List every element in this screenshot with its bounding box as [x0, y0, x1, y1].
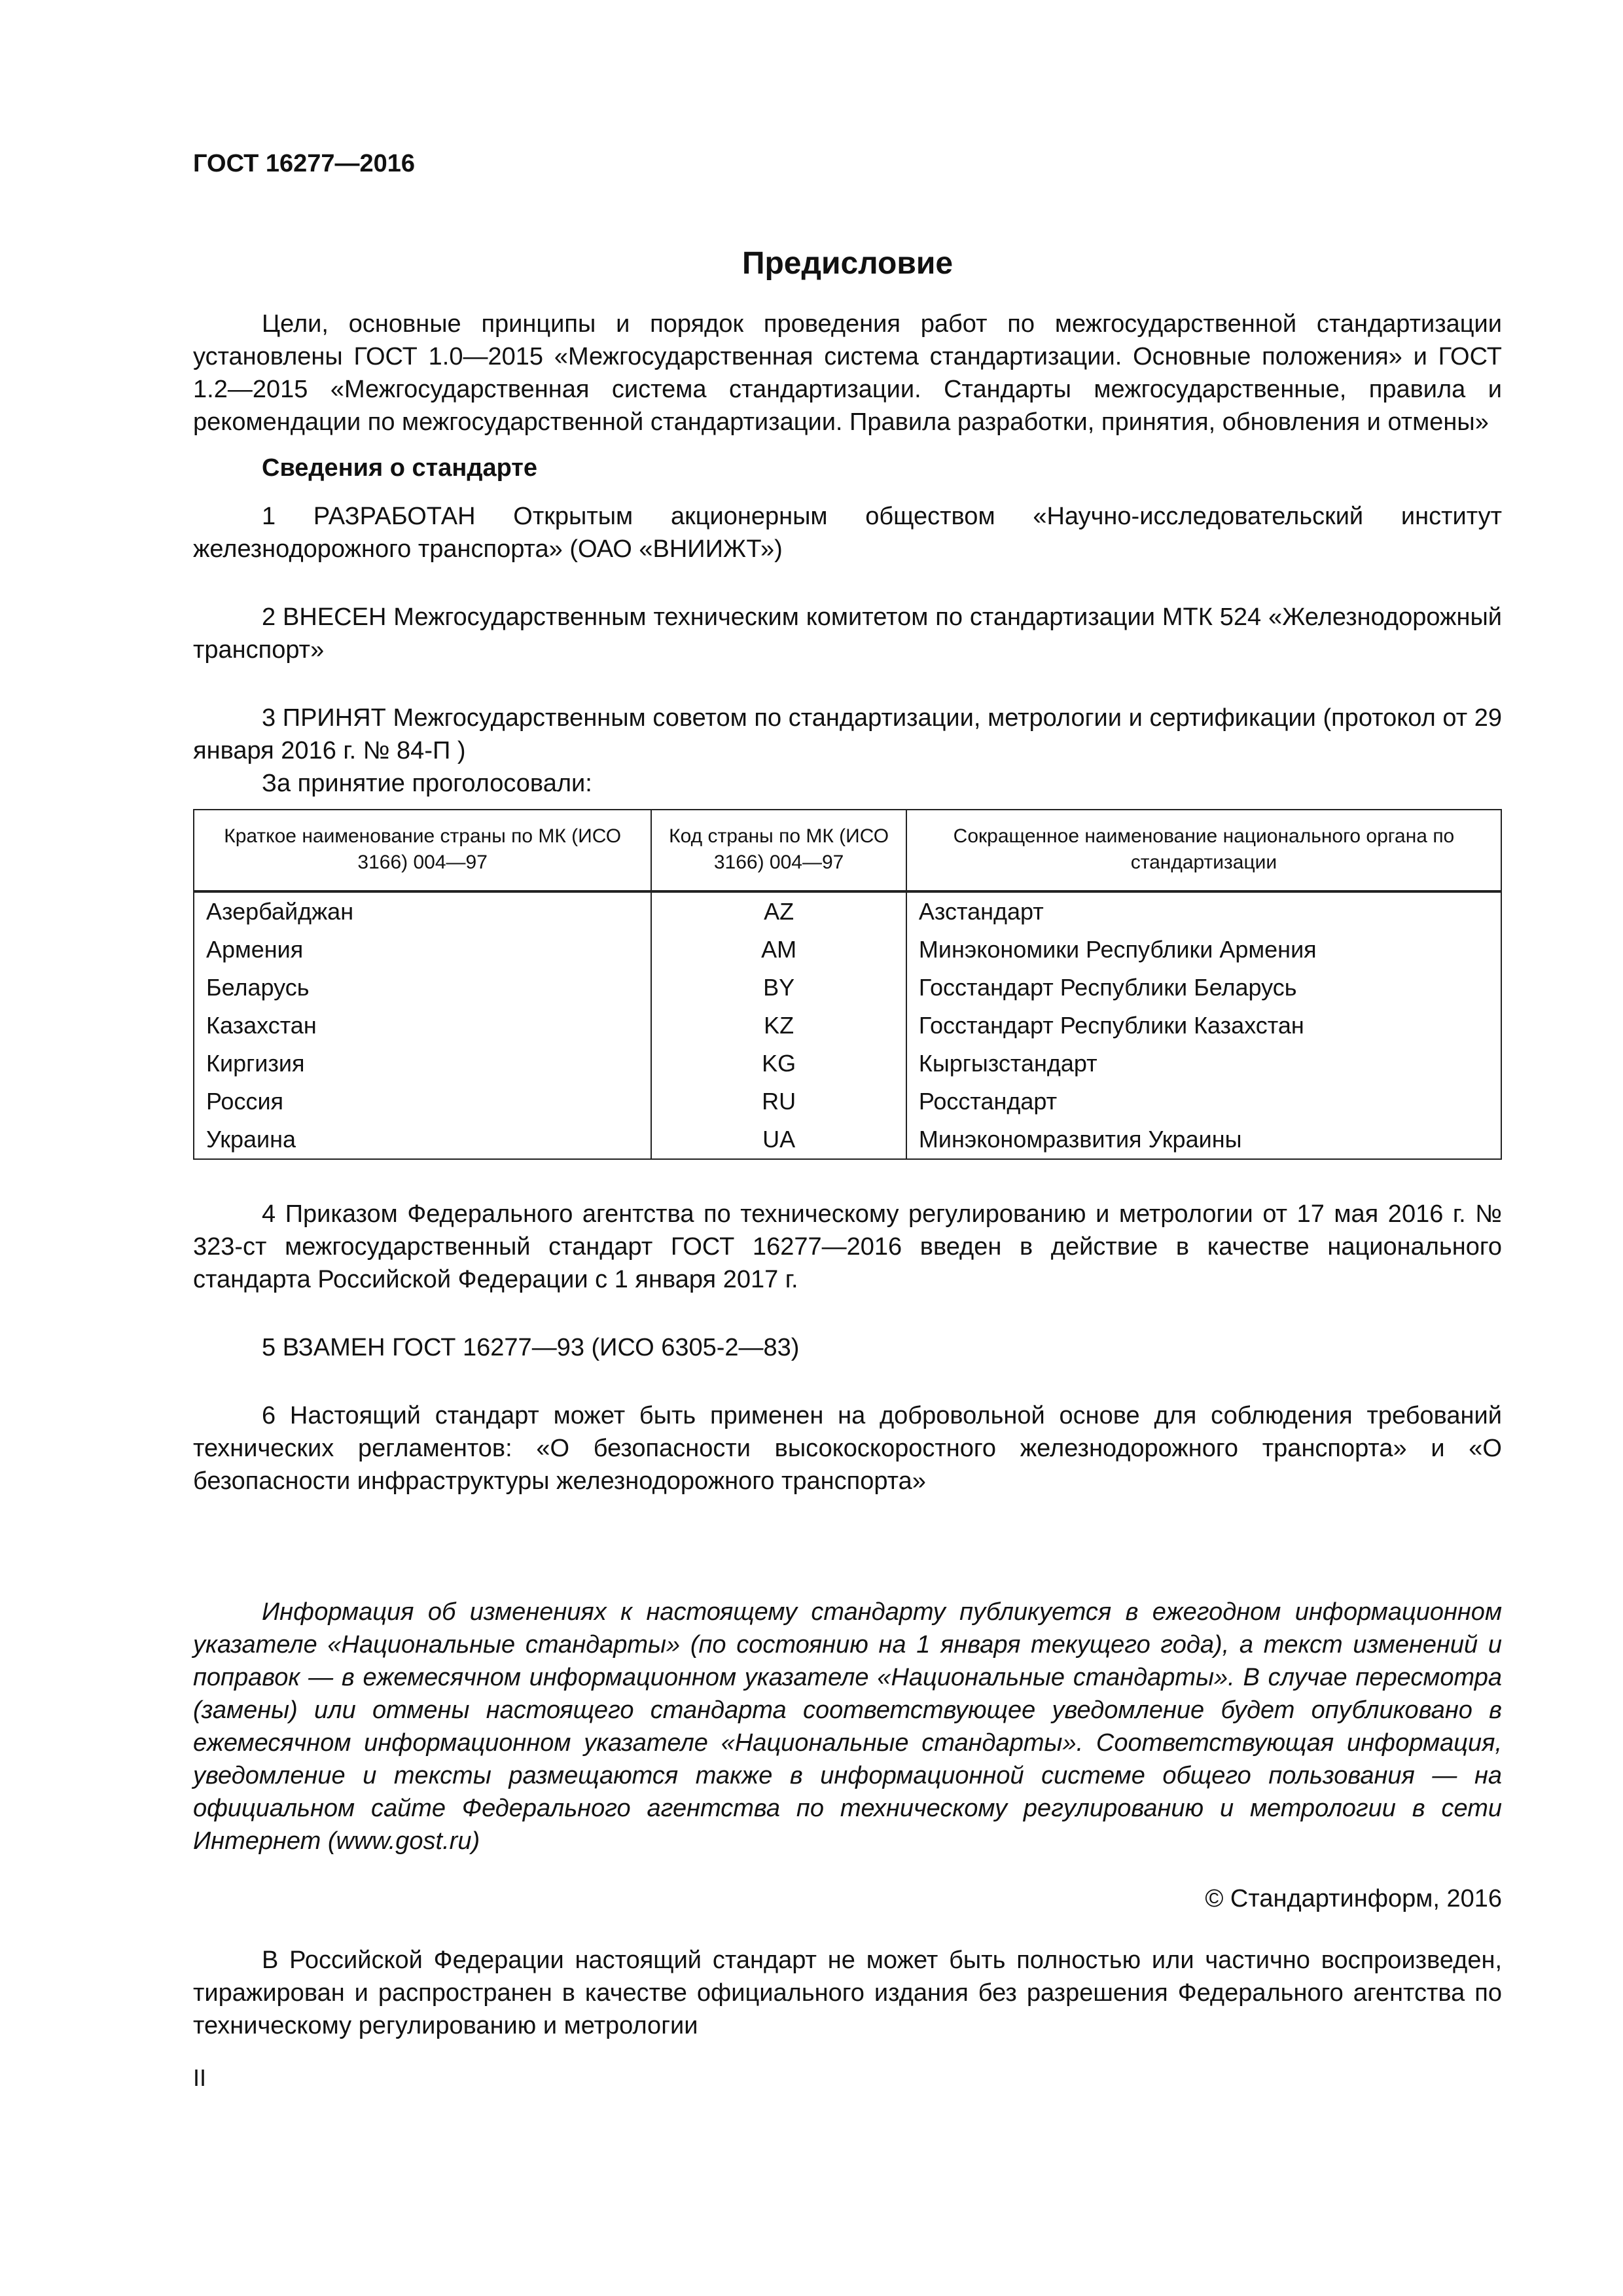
item-5-paragraph: 5 ВЗАМЕН ГОСТ 16277—93 (ИСО 6305-2—83)	[262, 1334, 800, 1361]
body-cell: Кыргызстандарт	[906, 1045, 1501, 1083]
table-row	[194, 969, 1501, 1007]
table-row	[194, 931, 1501, 969]
code-cell: BY	[651, 969, 906, 1007]
intro-paragraph: Цели, основные принципы и порядок проведения работ по межгосударственной стандартизации установлены ГОСТ 1.0—2015 «Межгосударственная система стандартизации. Основные положения» и ГОСТ 1.2—2015 «Межгосударственная система стандартизации. Стандарты межгосударственные, правила и рекомендации по межгосударственной стандартизации. Правила разработки, принятия, обновления и отмены»	[193, 310, 1502, 436]
amendments-info-paragraph: Информация об изменениях к настоящему стандарту публикуется в ежегодном информационном указателе «Национальные стандарты» (по состоянию на 1 января текущего года), а текст изменений и поправок — в ежемесячном информационном указателе «Национальные стандарты». В случае пересмотра (замены) или отмены настоящего стандарта соответствующее уведомление будет опубликовано в ежемесячном информационном указателе «Национальные стандарты». Соответствующая информация, уведомление и тексты размещаются также в информационной системе общего пользования — на официальном сайте Федерального агентства по техническому регулированию и метрологии в сети Интернет (www.gost.ru)	[193, 1598, 1502, 1855]
country-cell: Азербайджан	[194, 891, 651, 931]
item-6-paragraph: 6 Настоящий стандарт может быть применен на добровольной основе для соблюдения требований технических регламентов: «О безопасности высокоскоростного железнодорожного транспорта» и «О безопасности инфраструктуры железнодорожного транспорта»	[193, 1402, 1502, 1495]
country-cell: Киргизия	[194, 1045, 651, 1083]
body-cell: Госстандарт Республики Беларусь	[906, 969, 1501, 1007]
body-cell: Азстандарт	[906, 891, 1501, 931]
country-cell: Армения	[194, 931, 651, 969]
table-row	[194, 891, 1501, 931]
item-2-paragraph: 2 ВНЕСЕН Межгосударственным техническим комитетом по стандартизации МТК 524 «Железнодорожный транспорт»	[193, 603, 1502, 664]
country-cell: Беларусь	[194, 969, 651, 1007]
document-code: ГОСТ 16277—2016	[193, 150, 416, 177]
body-cell: Госстандарт Республики Казахстан	[906, 1007, 1501, 1045]
body-cell: Росстандарт	[906, 1083, 1501, 1121]
body-cell: Минэкономики Республики Армения	[906, 931, 1501, 969]
header-country-code: Код страны по МК (ИСО 3166) 004—97	[651, 810, 906, 891]
code-cell: UA	[651, 1121, 906, 1159]
item-4-paragraph: 4 Приказом Федерального агентства по техническому регулированию и метрологии от 17 мая 2016 г. № 323-ст межгосударственный стандарт ГОСТ 16277—2016 введен в действие в качестве национального стандарта Российской Федерации с 1 января 2017 г.	[193, 1200, 1502, 1293]
table-row	[194, 1121, 1501, 1159]
table-header-row	[194, 810, 1501, 891]
header-national-body: Сокращенное наименование национального органа по стандартизации	[906, 810, 1501, 891]
page-title: Предисловие	[741, 246, 954, 281]
code-cell: RU	[651, 1083, 906, 1121]
header-country-name: Краткое наименование страны по МК (ИСО 3166) 004—97	[194, 810, 651, 891]
voting-table	[193, 809, 1502, 1160]
copyright-notice: © Стандартинформ, 2016	[1205, 1885, 1502, 1912]
country-cell: Россия	[194, 1083, 651, 1121]
code-cell: AM	[651, 931, 906, 969]
table-row	[194, 1083, 1501, 1121]
code-cell: KZ	[651, 1007, 906, 1045]
page-number: II	[193, 2064, 207, 2091]
table-row	[194, 1007, 1501, 1045]
code-cell: AZ	[651, 891, 906, 931]
country-cell: Казахстан	[194, 1007, 651, 1045]
code-cell: KG	[651, 1045, 906, 1083]
document-page	[193, 147, 1502, 2092]
item-3-paragraph: 3 ПРИНЯТ Межгосударственным советом по стандартизации, метрологии и сертификации (протокол от 29 января 2016 г. № 84-П )	[193, 704, 1502, 764]
item-1-paragraph: 1 РАЗРАБОТАН Открытым акционерным обществом «Научно-исследовательский институт железнодорожного транспорта» (ОАО «ВНИИЖТ»)	[193, 503, 1502, 563]
vote-label: За принятие проголосовали:	[262, 770, 592, 797]
body-cell: Минэкономразвития Украины	[906, 1121, 1501, 1159]
section-heading: Сведения о стандарте	[262, 454, 538, 482]
reproduction-notice: В Российской Федерации настоящий стандарт не может быть полностью или частично воспроизведен, тиражирован и распространен в качестве официального издания без разрешения Федерального агентства по техническому регулированию и метрологии	[193, 1946, 1502, 2039]
country-cell: Украина	[194, 1121, 651, 1159]
table-row	[194, 1045, 1501, 1083]
